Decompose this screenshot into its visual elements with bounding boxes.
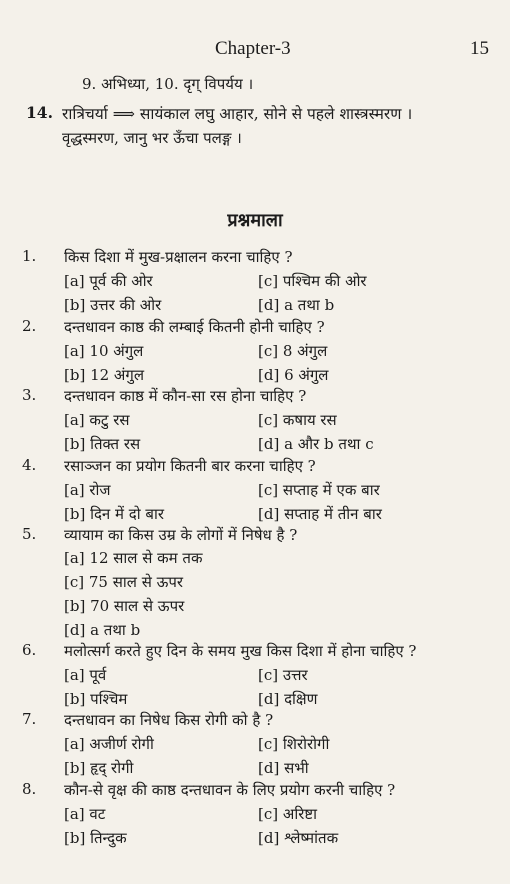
question-number: 6.	[22, 641, 37, 659]
question-number: 1.	[22, 247, 37, 265]
option-d: [d] a तथा b	[258, 296, 335, 314]
option-c: [c] 75 साल से ऊपर	[64, 573, 184, 591]
option-b: [b] तिन्दुक	[64, 829, 127, 847]
question-text: दन्तधावन काष्ठ की लम्बाई कितनी होनी चाहिए ?	[64, 318, 325, 336]
question-text: कौन-से वृक्ष की काष्ठ दन्तधावन के लिए प्रयोग करनी चाहिए ?	[64, 781, 396, 799]
option-d: [d] श्लेष्मांतक	[258, 829, 339, 847]
question-text: किस दिशा में मुख-प्रक्षालन करना चाहिए ?	[64, 248, 293, 266]
section-title: प्रश्नमाला	[227, 210, 283, 231]
option-a: [a] 10 अंगुल	[64, 342, 144, 360]
option-b: [b] 12 अंगुल	[64, 366, 145, 384]
option-c: [c] पश्चिम की ओर	[258, 272, 367, 290]
carry-over-line: 9. अभिध्या, 10. दृग् विपर्यय ।	[82, 75, 254, 93]
option-a: [a] वट	[64, 805, 106, 823]
option-a: [a] पूर्व की ओर	[64, 272, 153, 290]
question-text: व्यायाम का किस उम्र के लोगों में निषेध है ?	[64, 526, 298, 544]
option-c: [c] सप्ताह में एक बार	[258, 481, 380, 499]
option-b: [b] तिक्त रस	[64, 435, 141, 453]
option-d: [d] सप्ताह में तीन बार	[258, 505, 382, 523]
question-text: दन्तधावन काष्ठ में कौन-सा रस होना चाहिए ?	[64, 387, 307, 405]
option-d: [d] a और b तथा c	[258, 435, 374, 453]
item-14-number: 14.	[26, 103, 53, 122]
question-number: 8.	[22, 780, 37, 798]
option-b: [b] दिन में दो बार	[64, 505, 164, 523]
option-b: [b] पश्चिम	[64, 690, 128, 708]
option-a: [a] रोज	[64, 481, 111, 499]
option-a: [a] पूर्व	[64, 666, 107, 684]
option-b: [b] 70 साल से ऊपर	[64, 597, 185, 615]
page-header	[0, 38, 510, 64]
chapter-title: Chapter-3	[215, 38, 291, 59]
question-number: 4.	[22, 456, 37, 474]
option-a: [a] कटु रस	[64, 411, 130, 429]
option-c: [c] कषाय रस	[258, 411, 337, 429]
question-number: 2.	[22, 317, 37, 335]
question-number: 3.	[22, 386, 37, 404]
item-14-line1: रात्रिचर्या ⟹ सायंकाल लघु आहार, सोने से पहले शास्त्रस्मरण ।	[62, 105, 413, 123]
option-d: [d] दक्षिण	[258, 690, 318, 708]
option-d: [d] a तथा b	[64, 621, 141, 639]
option-c: [c] उत्तर	[258, 666, 308, 684]
item-14-line2: वृद्धस्मरण, जानु भर ऊँचा पलङ्ग ।	[62, 129, 242, 147]
question-number: 5.	[22, 525, 37, 543]
question-text: दन्तधावन का निषेध किस रोगी को है ?	[64, 711, 274, 729]
option-d: [d] 6 अंगुल	[258, 366, 329, 384]
option-c: [c] शिरोरोगी	[258, 735, 330, 753]
question-text: मलोत्सर्ग करते हुए दिन के समय मुख किस दिशा में होना चाहिए ?	[64, 642, 417, 660]
option-c: [c] अरिष्टा	[258, 805, 317, 823]
option-a: [a] अजीर्ण रोगी	[64, 735, 154, 753]
question-text: रसाञ्जन का प्रयोग कितनी बार करना चाहिए ?	[64, 457, 316, 475]
page-number: 15	[470, 38, 489, 59]
option-b: [b] उत्तर की ओर	[64, 296, 162, 314]
option-d: [d] सभी	[258, 759, 309, 777]
question-number: 7.	[22, 710, 37, 728]
option-a: [a] 12 साल से कम तक	[64, 549, 203, 567]
option-b: [b] हृद् रोगी	[64, 759, 134, 777]
option-c: [c] 8 अंगुल	[258, 342, 328, 360]
